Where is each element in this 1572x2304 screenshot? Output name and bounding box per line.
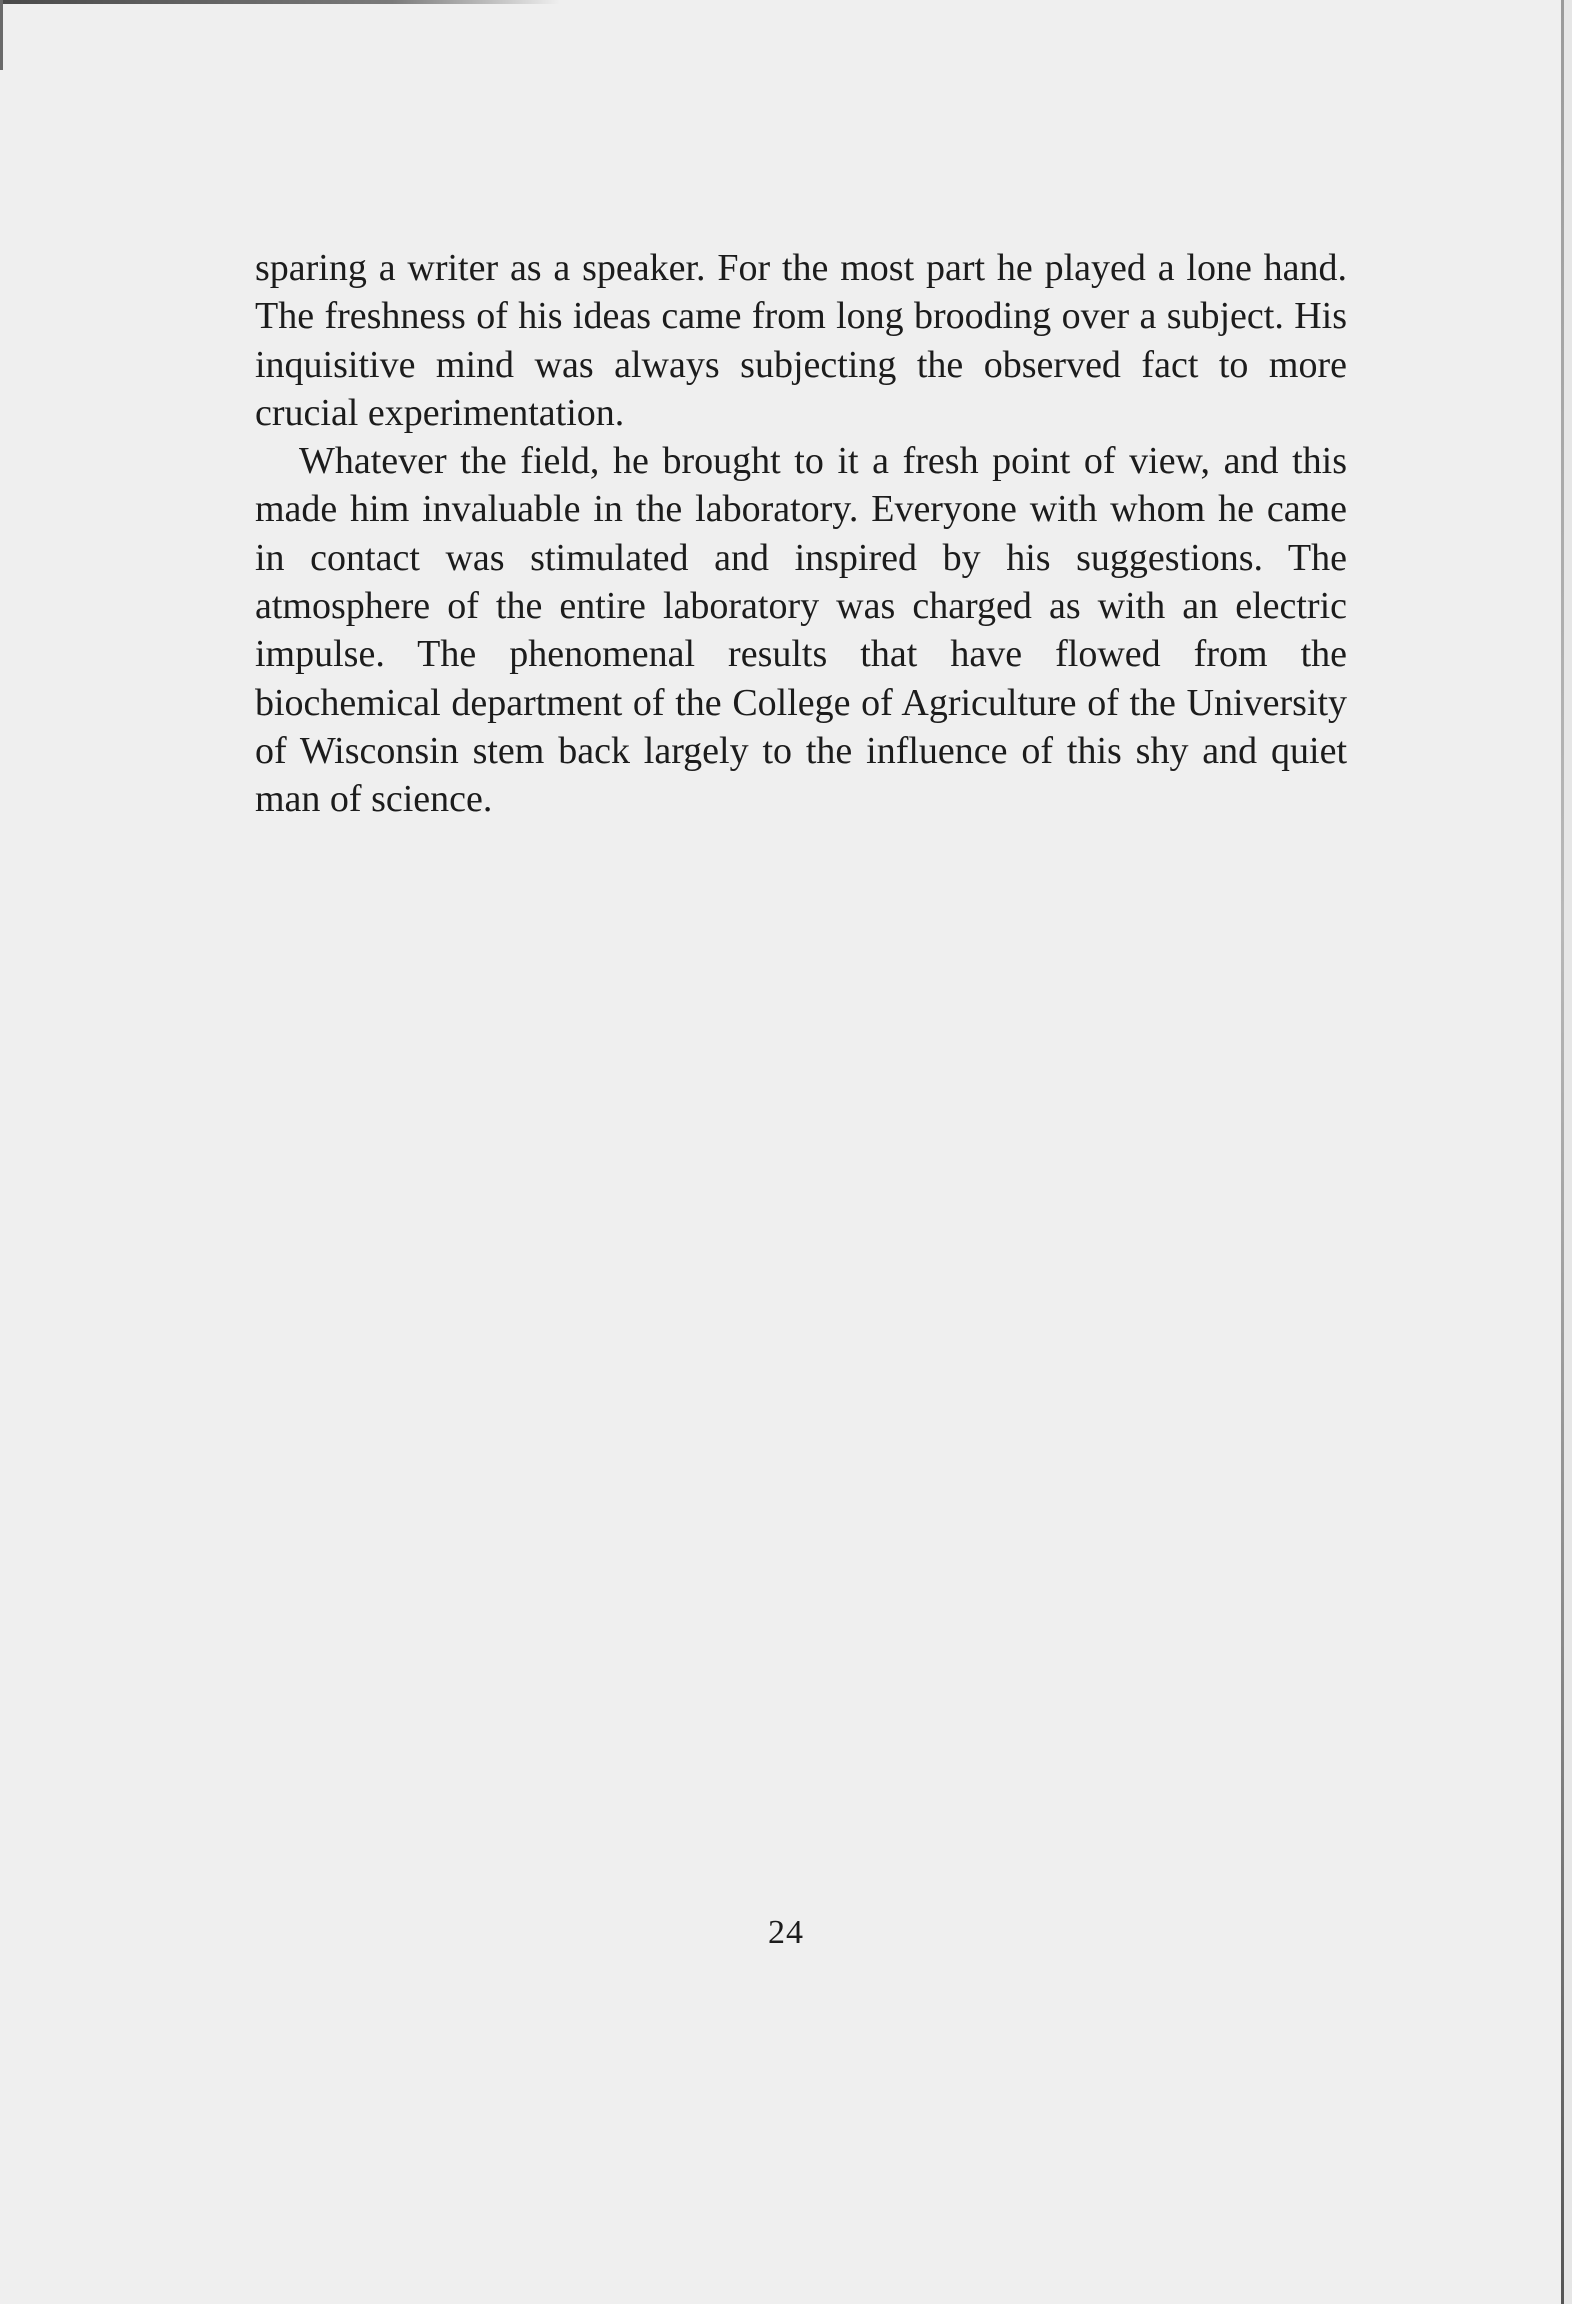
paragraph-continued: sparing a writer as a speaker. For the most part he played a lone hand. The freshness of his ideas came from long brooding over a subject. His inquisitive mind was always subjecting the observed fact to more crucial experimentation.	[255, 247, 1347, 434]
page-number: 24	[768, 1914, 804, 1951]
body-text	[255, 244, 1347, 824]
paragraph: Whatever the field, he brought to it a fresh point of view, and this made him invaluable in the laboratory. Everyone with whom he came in contact was stimulated and inspired by his suggestions. The atmosphere of the entire laboratory was charged as with an electric impulse. The phenomenal results that have flowed from the biochemical department of the College of Agriculture of the University of Wisconsin stem back largely to the influence of this shy and quiet man of science.	[255, 440, 1347, 821]
scan-margin-right	[1564, 0, 1572, 2304]
scan-edge-top	[0, 0, 560, 4]
scan-edge-left	[0, 0, 3, 70]
scan-edge-right	[1561, 0, 1564, 2304]
